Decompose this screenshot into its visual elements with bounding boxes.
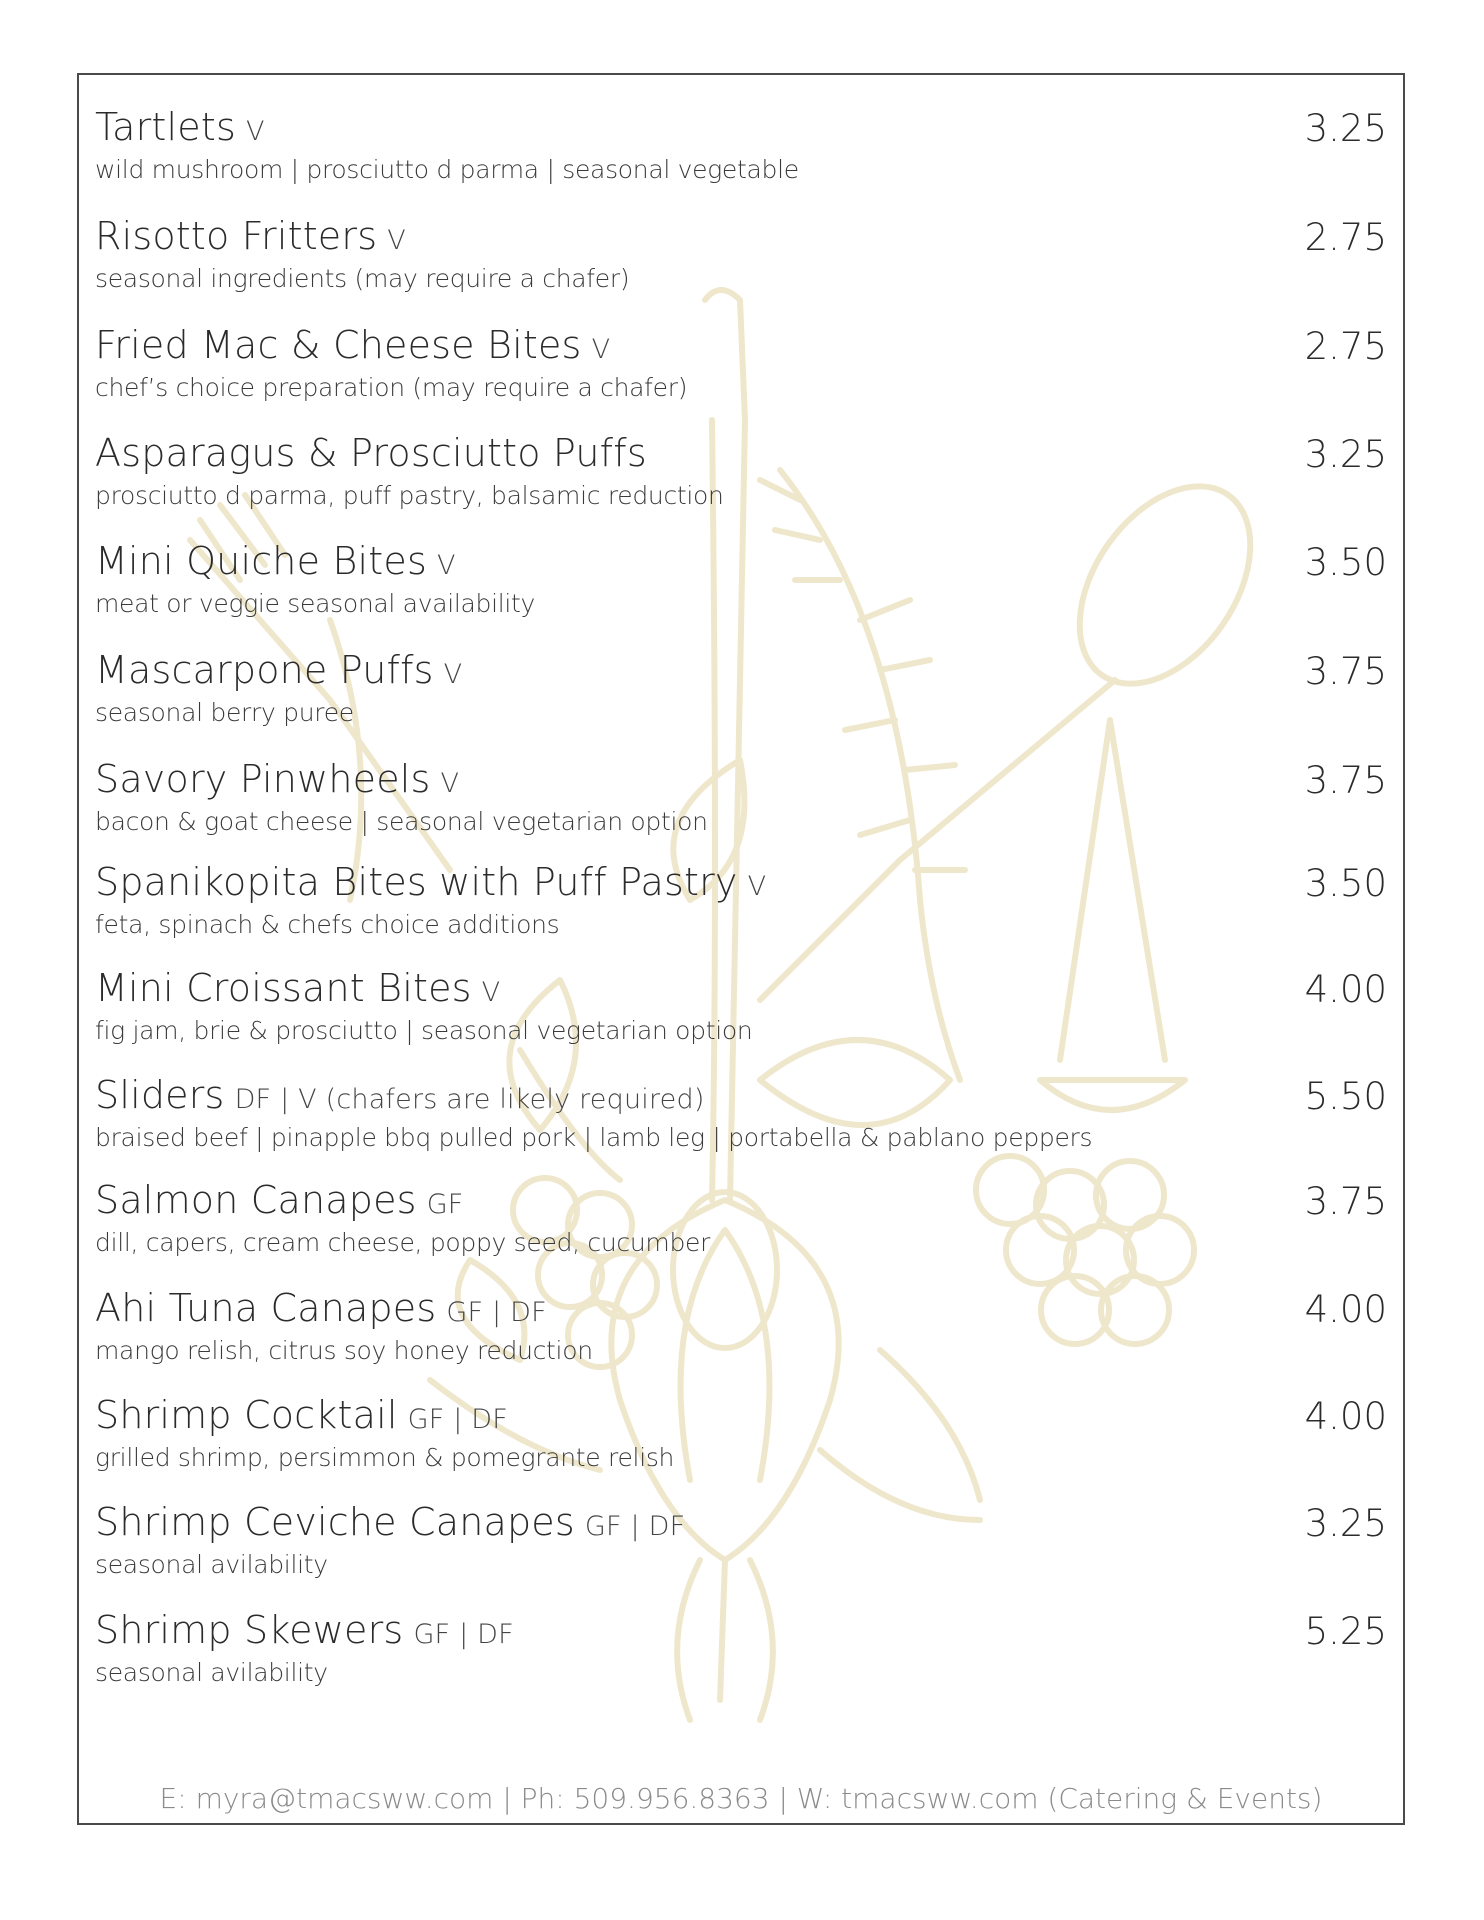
menu-item-title: Shrimp Skewers [95, 1608, 404, 1652]
menu-item-name [95, 1073, 705, 1117]
menu-item-price: 3.25 [1304, 433, 1387, 476]
menu-item-title: Ahi Tuna Canapes [95, 1286, 437, 1330]
menu-item-price: 5.50 [1304, 1075, 1387, 1118]
menu-item-name [95, 1500, 685, 1544]
menu-item-price: 4.00 [1304, 1395, 1387, 1438]
menu-item-description: bacon & goat cheese | seasonal vegetarian option [95, 807, 708, 836]
menu-item-price: 3.75 [1304, 1180, 1387, 1223]
menu-item-title: Shrimp Ceviche Canapes [95, 1500, 575, 1544]
menu-item-title: Salmon Canapes [95, 1178, 417, 1222]
menu-item-title: Mini Croissant Bites [95, 966, 472, 1010]
menu-item-name [95, 1178, 464, 1222]
dietary-tag: V [591, 334, 611, 365]
menu-item-description: wild mushroom | prosciutto d parma | seasonal vegetable [95, 155, 799, 184]
menu-item [95, 1073, 1387, 1157]
menu-item-name [95, 105, 265, 149]
menu-item-name [95, 214, 406, 258]
menu-item-price: 2.75 [1304, 216, 1387, 259]
menu-item-name [95, 860, 766, 904]
menu-item-description: seasonal avilability [95, 1550, 328, 1579]
menu-item-title: Shrimp Cocktail [95, 1393, 398, 1437]
menu-item-description: dill, capers, cream cheese, poppy seed, cucumber [95, 1228, 711, 1257]
menu-item-price: 4.00 [1304, 1288, 1387, 1331]
menu-item-description: seasonal avilability [95, 1658, 328, 1687]
menu-item-price: 3.50 [1304, 862, 1387, 905]
menu-item-name [95, 648, 462, 692]
dietary-tag: GF | DF [413, 1619, 514, 1650]
menu-item-price: 3.50 [1304, 541, 1387, 584]
menu-item-name [95, 1393, 508, 1437]
menu-item-name [95, 539, 456, 583]
dietary-tag: V [481, 977, 501, 1008]
menu-item [95, 1393, 1387, 1477]
menu-item-description: grilled shrimp, persimmon & pomegrante relish [95, 1443, 675, 1472]
menu-item-description: fig jam, brie & prosciutto | seasonal vegetarian option [95, 1016, 753, 1045]
menu-item [95, 214, 1387, 298]
dietary-tag: GF | DF [446, 1297, 547, 1328]
menu-item-description: seasonal berry puree [95, 698, 354, 727]
menu-item-description: prosciutto d parma, puff pastry, balsamic reduction [95, 481, 724, 510]
menu-item-price: 3.75 [1304, 650, 1387, 693]
menu-item-title: Savory Pinwheels [95, 757, 431, 801]
dietary-tag: V [436, 550, 456, 581]
menu-item-name [95, 431, 647, 475]
menu-item [95, 1500, 1387, 1584]
menu-item-description: feta, spinach & chefs choice additions [95, 910, 560, 939]
menu-item [95, 648, 1387, 732]
menu-item [95, 966, 1387, 1050]
menu-item-description: chef’s choice preparation (may require a chafer) [95, 373, 688, 402]
dietary-tag: GF | DF [407, 1404, 509, 1435]
menu-item [95, 105, 1387, 189]
menu-item [95, 539, 1387, 623]
menu-item-price: 3.25 [1304, 107, 1387, 150]
menu-item-name [95, 1286, 547, 1330]
menu-item [95, 1178, 1387, 1262]
menu-item-title: Sliders [95, 1073, 225, 1117]
menu-item-description: mango relish, citrus soy honey reduction [95, 1336, 593, 1365]
menu-item-name [95, 1608, 514, 1652]
dietary-tag: V [440, 768, 460, 799]
menu-item [95, 1286, 1387, 1370]
dietary-tag: V [387, 225, 406, 256]
menu-item-price: 2.75 [1304, 325, 1387, 368]
contact-footer: E: myra@tmacsww.com | Ph: 509.956.8363 | W: tmacsww.com (Catering & Events) [159, 1782, 1323, 1815]
menu-item [95, 1608, 1387, 1692]
menu-item-price: 3.25 [1304, 1502, 1387, 1545]
menu-item-description: seasonal ingredients (may require a chafer) [95, 264, 630, 293]
menu-item-title: Spanikopita Bites with Puff Pastry [95, 860, 738, 904]
menu-item [95, 860, 1387, 944]
dietary-tag: GF [426, 1189, 464, 1220]
dietary-tag: V [747, 871, 767, 902]
menu-item [95, 431, 1387, 515]
menu-item-name [95, 757, 459, 801]
menu-item-title: Risotto Fritters [95, 214, 378, 258]
dietary-tag: DF | V (chafers are likely required) [234, 1084, 705, 1115]
dietary-tag: V [245, 116, 265, 147]
menu-item-title: Asparagus & Prosciutto Puffs [95, 431, 647, 475]
menu-item-price: 4.00 [1304, 968, 1387, 1011]
menu-item-price: 3.75 [1304, 759, 1387, 802]
menu-item-price: 5.25 [1304, 1610, 1387, 1653]
menu-item [95, 757, 1387, 841]
menu-item-description: braised beef | pinapple bbq pulled pork | lamb leg | portabella & pablano peppers [95, 1123, 1093, 1152]
menu-item-name [95, 323, 610, 367]
menu-item-name [95, 966, 500, 1010]
menu-item-title: Mini Quiche Bites [95, 539, 427, 583]
dietary-tag: GF | DF [584, 1511, 686, 1542]
menu-item-title: Fried Mac & Cheese Bites [95, 323, 582, 367]
menu-item-title: Mascarpone Puffs [95, 648, 434, 692]
dietary-tag: V [443, 659, 463, 690]
menu-item [95, 323, 1387, 407]
menu-item-description: meat or veggie seasonal availability [95, 589, 536, 618]
menu-item-title: Tartlets [95, 105, 236, 149]
